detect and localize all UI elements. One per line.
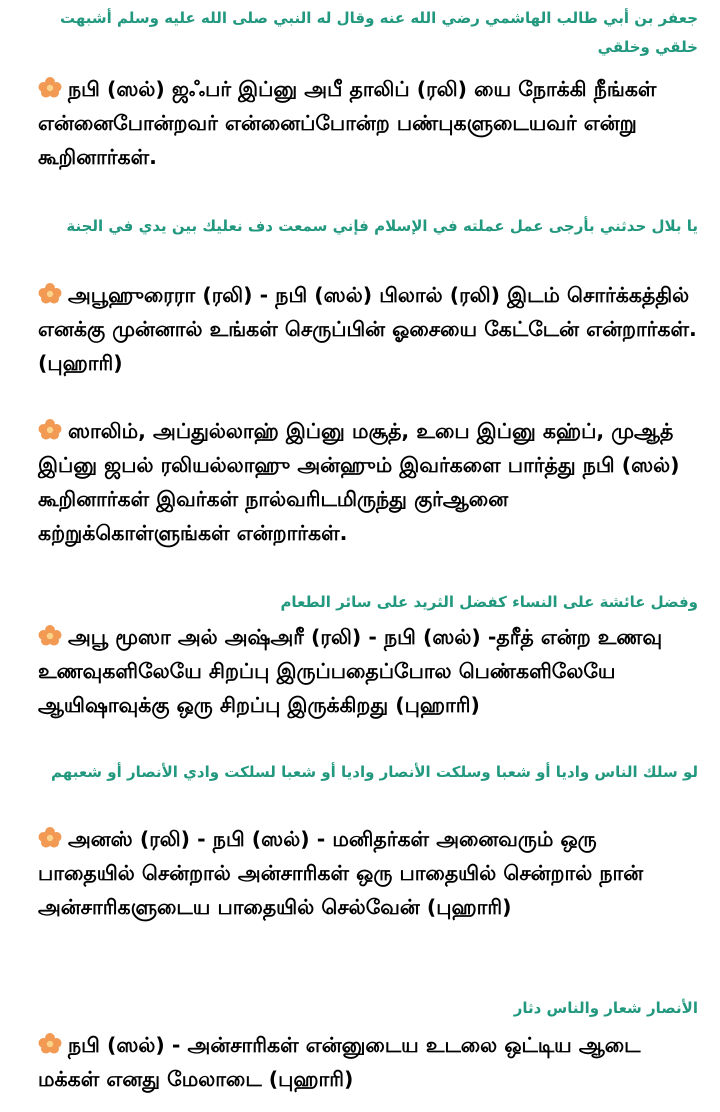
arabic-text: يا بلال حدثني بأرجى عمل عملته في الإسلام فإني سمعت دف نعليك بين يدي في الجنة	[66, 217, 698, 235]
tamil-text: அனஸ் (ரலி) - நபி (ஸல்) - மனிதர்கள் அனைவரும் ஒரு பாதையில் சென்றால் அன்சாரிகள் ஒரு பாதையில் சென்றால் நான் அன்சாரிகளுடைய பாதையில் செல்வேன் (புஹாரி)	[38, 827, 644, 919]
hibiscus-flower-icon	[38, 826, 62, 848]
tamil-paragraph	[38, 1028, 698, 1096]
tamil-text: நபி (ஸல்) ஜஃபர் இப்னு அபீ தாலிப் (ரலி) யை நோக்கி நீங்கள் என்னைபோன்றவர் என்னைப்போன்ற பண்புகளுடையவர் என்று கூறினார்கள்.	[38, 77, 657, 169]
hibiscus-flower-icon	[38, 624, 62, 646]
tamil-paragraph	[38, 822, 698, 924]
hibiscus-flower-icon	[38, 282, 62, 304]
arabic-text: لو سلك الناس واديا أو شعبا وسلكت الأنصار واديا أو شعبا لسلكت وادي الأنصار أو شعبهم	[51, 763, 698, 781]
tamil-text: அபூஹுரைரா (ரலி) - நபி (ஸல்) பிலால் (ரலி) இடம் சொர்க்கத்தில் எனக்கு முன்னால் உங்கள் செருப்பின் ஓசையை கேட்டேன் என்றார்கள். (புஹாரி)	[38, 283, 697, 375]
tamil-paragraph	[38, 414, 698, 550]
tamil-text: ஸாலிம், அப்துல்லாஹ் இப்னு மசூத், உபை இப்னு கஹ்ப், முஆத் இப்னு ஜபல் ரலியல்லாஹு அன்ஹும் இவர்களை பார்த்து நபி (ஸல்) கூறினார்கள் இவர்கள் நால்வரிடமிருந்து குர்ஆனை கற்றுக்கொள்ளுங்கள் என்றார்கள்.	[38, 419, 680, 545]
arabic-text: وفضل عائشة على النساء كفضل الثريد على سائر الطعام	[280, 593, 698, 611]
hibiscus-flower-icon	[38, 76, 62, 98]
hibiscus-flower-icon	[38, 418, 62, 440]
tamil-paragraph	[38, 278, 698, 380]
arabic-text: الأنصار شعار والناس دثار	[513, 999, 698, 1017]
tamil-text: அபூ மூஸா அல் அஷ்அரீ (ரலி) - நபி (ஸல்) -தரீத் என்ற உணவு உணவுகளிலேயே சிறப்பு இருப்பதைப்போல பெண்களிலேயே ஆயிஷாவுக்கு ஒரு சிறப்பு இருக்கிறது (புஹாரி)	[38, 625, 663, 717]
hibiscus-flower-icon	[38, 1032, 62, 1054]
arabic-text: جعفر بن أبي طالب الهاشمي رضي الله عنه وقال له النبي صلى الله عليه وسلم أشبهت خلقي وخلقي	[60, 9, 698, 56]
tamil-paragraph	[38, 620, 698, 722]
tamil-text: நபி (ஸல்) - அன்சாரிகள் என்னுடைய உடலை ஒட்டிய ஆடை மக்கள் எனது மேலாடை (புஹாரி)	[38, 1033, 641, 1091]
tamil-paragraph	[38, 72, 698, 174]
